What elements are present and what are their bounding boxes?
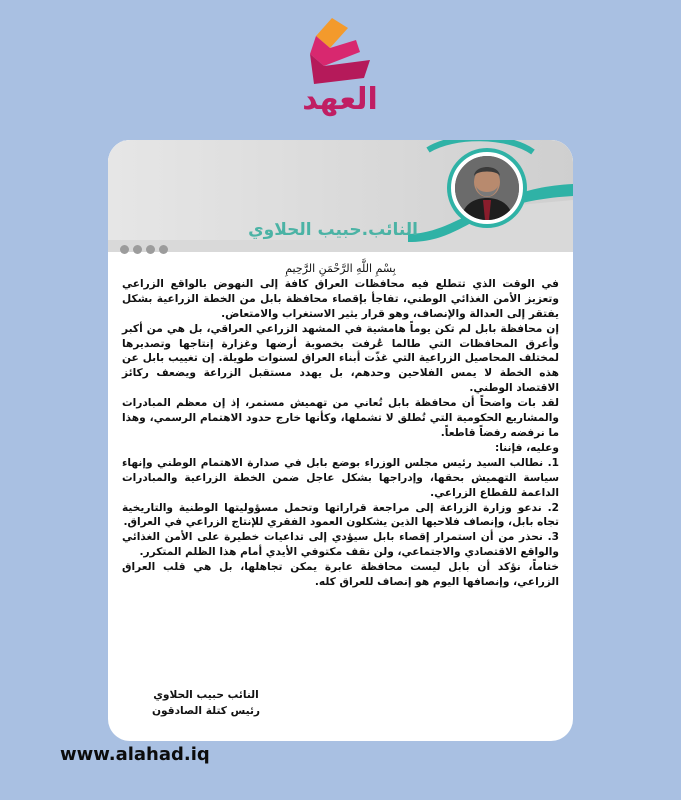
signature-name: النائب حبيب الحلاوي: [153, 689, 259, 701]
website-link[interactable]: www.alahad.iq: [60, 744, 210, 765]
social-dot-icon: [120, 245, 129, 254]
signature-title: رئيس كتلة الصادقون: [151, 705, 261, 717]
social-dots: [120, 245, 168, 254]
card-header: [108, 140, 573, 258]
statement-card: [108, 140, 573, 741]
paragraph: وعليه، فإننا:: [494, 441, 559, 454]
paragraph: في الوقت الذي تتطلع فيه محافظات العراق كافة إلى النهوض بالواقع الزراعي وتعزيز الأمن الغذائي الوطني، تفاجأ بإقصاء محافظة بابل من الخطة الزراعية بشكل يفتقر إلى العدالة والإنصاف، وهو قرار يثير الاستغراب والامتعاض.: [122, 277, 559, 320]
mp-name-title: النائب.حبيب الحلاوي: [248, 220, 418, 240]
social-dot-icon: [159, 245, 168, 254]
person-portrait-icon: [455, 156, 519, 220]
paragraph: لقد بات واضحاً أن محافظة بابل تُعاني من تهميش مستمر، إذ إن معظم المبادرات والمشاريع الحكومية التي تُطلق لا تشملها، وكأنها خارج حدود الاهتمام الرسمي، وهذا ما نرفضه رفضاً قاطعاً.: [122, 397, 559, 439]
alahad-logo: [290, 14, 400, 124]
social-dot-icon: [133, 245, 142, 254]
basmala: بِسْمِ اللَّهِ الرَّحْمَنِ الرَّحِيمِ: [285, 262, 396, 275]
paragraph: إن محافظة بابل لم تكن يوماً هامشية في المشهد الزراعي العراقي، بل هي من أكبر وأعرق المحافظات التي طالما عُرفت بخصوبة أرضها وغزارة إنتاجها وتصديرها لمختلف المحاصيل الزراعية التي غذّت أبناء العراق لسنوات طويلة. إن تغييب بابل عن هذه الخطة لا يمس الفلاحين وحدهم، بل يهدد مستقبل الزراعة ويضعف ركائز الاقتصاد الوطني.: [122, 322, 559, 395]
paragraph: ختاماً، نؤكد أن بابل ليست محافظة عابرة يمكن تجاهلها، بل هي قلب العراق الزراعي، وإنصافها اليوم هو إنصاف للعراق كله.: [122, 561, 559, 589]
social-dot-icon: [146, 245, 155, 254]
demand-item: 1. نطالب السيد رئيس مجلس الوزراء بوضع بابل في صدارة الاهتمام الوطني وإنهاء سياسة التهميش بحقها، وإدراجها بشكل عاجل ضمن الخطة الزراعية والمبادرات الداعمة للقطاع الزراعي.: [122, 456, 559, 499]
logo-wordmark: العهد: [302, 82, 378, 117]
signature-block: [146, 687, 266, 719]
demand-item: 3. نحذر من أن استمرار إقصاء بابل سيؤدي إلى تداعيات خطيرة على الأمن الغذائي والواقع الاقتصادي والاجتماعي، ولن نقف مكتوفي الأيدي أمام هذا الظلم المتكرر.: [122, 531, 559, 559]
statement-body: [122, 262, 559, 590]
mp-portrait: [451, 152, 523, 224]
demand-item: 2. ندعو وزارة الزراعة إلى مراجعة قراراتها وتحمل مسؤوليتها الوطنية والتاريخية تجاه بابل، وإنصاف فلاحيها الذين يشكلون العمود الفقري للإنتاج الزراعي في العراق.: [122, 501, 559, 529]
